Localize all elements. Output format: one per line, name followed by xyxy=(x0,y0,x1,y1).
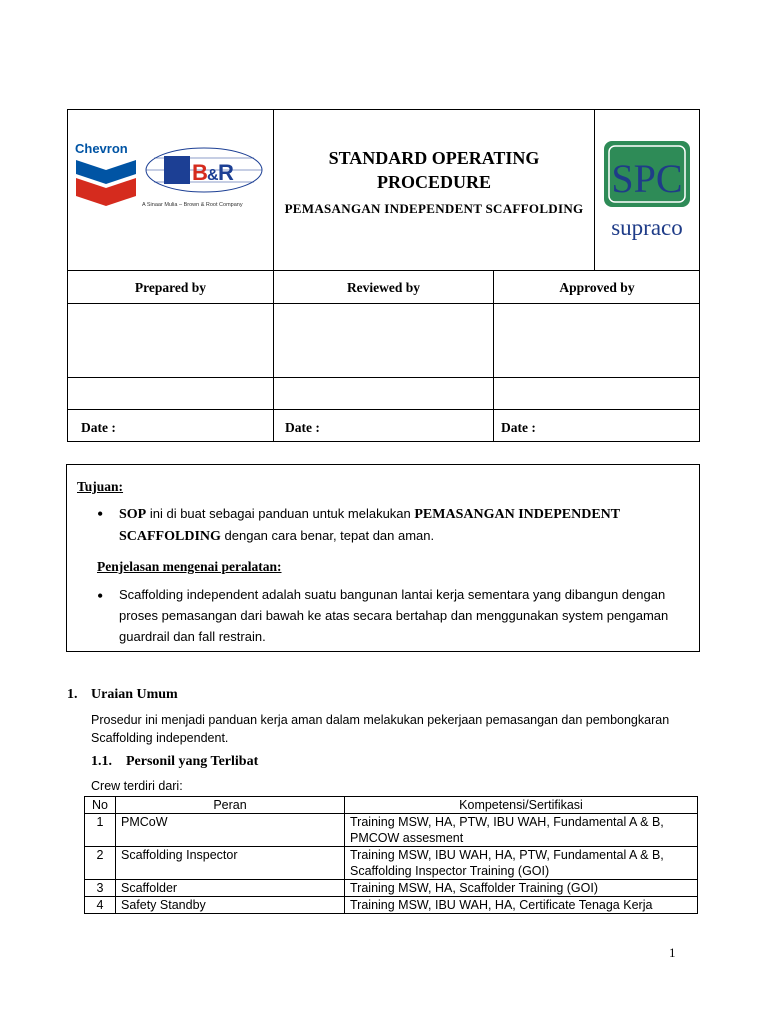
row-no: 3 xyxy=(85,880,116,897)
divider xyxy=(68,270,700,271)
column-header-peran: Peran xyxy=(116,797,345,814)
subsection-number: 1.1. xyxy=(91,754,112,769)
purpose-heading: Tujuan: xyxy=(77,479,124,494)
section-paragraph: Prosedur ini menjadi panduan kerja aman dalam melakukan pekerjaan pemasangan dan pembongkaran Scaffolding independent. xyxy=(91,713,670,745)
table-row xyxy=(85,897,698,914)
supraco-logo xyxy=(601,140,695,240)
section-title: Uraian Umum xyxy=(91,687,178,702)
row-kompetensi: Training MSW, HA, Scaffolder Training (GOI) xyxy=(345,880,698,897)
crew-table xyxy=(84,796,698,914)
divider xyxy=(68,303,700,304)
section-number: 1. xyxy=(67,687,78,702)
svg-text:B: B xyxy=(192,160,208,185)
table-row xyxy=(85,847,698,880)
row-kompetensi: Training MSW, IBU WAH, HA, PTW, Fundamental A & B, Scaffolding Inspector Training (GOI) xyxy=(345,847,698,880)
subsection-title: Personil yang Terlibat xyxy=(126,754,259,769)
table-row xyxy=(85,814,698,847)
bullet-icon: • xyxy=(97,504,104,524)
reviewed-by-heading: Reviewed by xyxy=(346,280,421,295)
document-title: STANDARD OPERATING PROCEDURE xyxy=(328,148,540,192)
svg-text:&: & xyxy=(207,167,219,184)
purpose-text: SOP ini di buat sebagai panduan untuk melakukan PEMASANGAN INDEPENDENT SCAFFOLDING dengan cara benar, tepat dan aman. xyxy=(119,506,620,544)
svg-text:SPC: SPC xyxy=(611,156,683,201)
chevron-logo xyxy=(74,140,269,220)
row-peran: Scaffolding Inspector xyxy=(116,847,345,880)
approved-by-heading: Approved by xyxy=(559,280,635,295)
svg-text:supraco: supraco xyxy=(611,215,683,240)
crew-intro: Crew terdiri dari: xyxy=(91,779,183,793)
equipment-text: Scaffolding independent adalah suatu bangunan lantai kerja sementara yang dibangun dengan proses pemasangan dari bawah ke atas secara bertahap dan menggunakan system pengaman guardrail dan fall restrain. xyxy=(119,587,669,644)
divider xyxy=(594,110,595,270)
row-kompetensi: Training MSW, IBU WAH, HA, Certificate Tenaga Kerja xyxy=(345,897,698,914)
divider xyxy=(68,377,700,378)
column-header-no: No xyxy=(85,797,116,814)
purpose-box xyxy=(66,464,700,652)
divider xyxy=(68,409,700,410)
document-subtitle: PEMASANGAN INDEPENDENT SCAFFOLDING xyxy=(284,201,584,216)
equipment-heading: Penjelasan mengenai peralatan: xyxy=(97,559,282,574)
document-header xyxy=(67,109,700,442)
prepared-by-heading: Prepared by xyxy=(134,280,207,295)
company-logos-left xyxy=(74,140,269,220)
row-no: 1 xyxy=(85,814,116,847)
column-header-kompetensi: Kompetensi/Sertifikasi xyxy=(345,797,698,814)
svg-text:A Sinaar Mulia – Brown & Root: A Sinaar Mulia – Brown & Root Company xyxy=(142,202,243,208)
kbr-logo xyxy=(146,148,262,192)
row-no: 2 xyxy=(85,847,116,880)
table-row xyxy=(85,880,698,897)
approved-date-label: Date : xyxy=(501,420,536,435)
table-header-row xyxy=(85,797,698,814)
row-peran: Scaffolder xyxy=(116,880,345,897)
bullet-icon: • xyxy=(97,586,104,606)
row-peran: Safety Standby xyxy=(116,897,345,914)
svg-text:R: R xyxy=(218,160,234,185)
row-kompetensi: Training MSW, HA, PTW, IBU WAH, Fundamental A & B, PMCOW assesment xyxy=(345,814,698,847)
prepared-date-label: Date : xyxy=(81,420,116,435)
row-peran: PMCoW xyxy=(116,814,345,847)
reviewed-date-label: Date : xyxy=(285,420,320,435)
svg-text:Chevron: Chevron xyxy=(75,141,128,156)
row-no: 4 xyxy=(85,897,116,914)
page-number: 1 xyxy=(669,945,676,960)
